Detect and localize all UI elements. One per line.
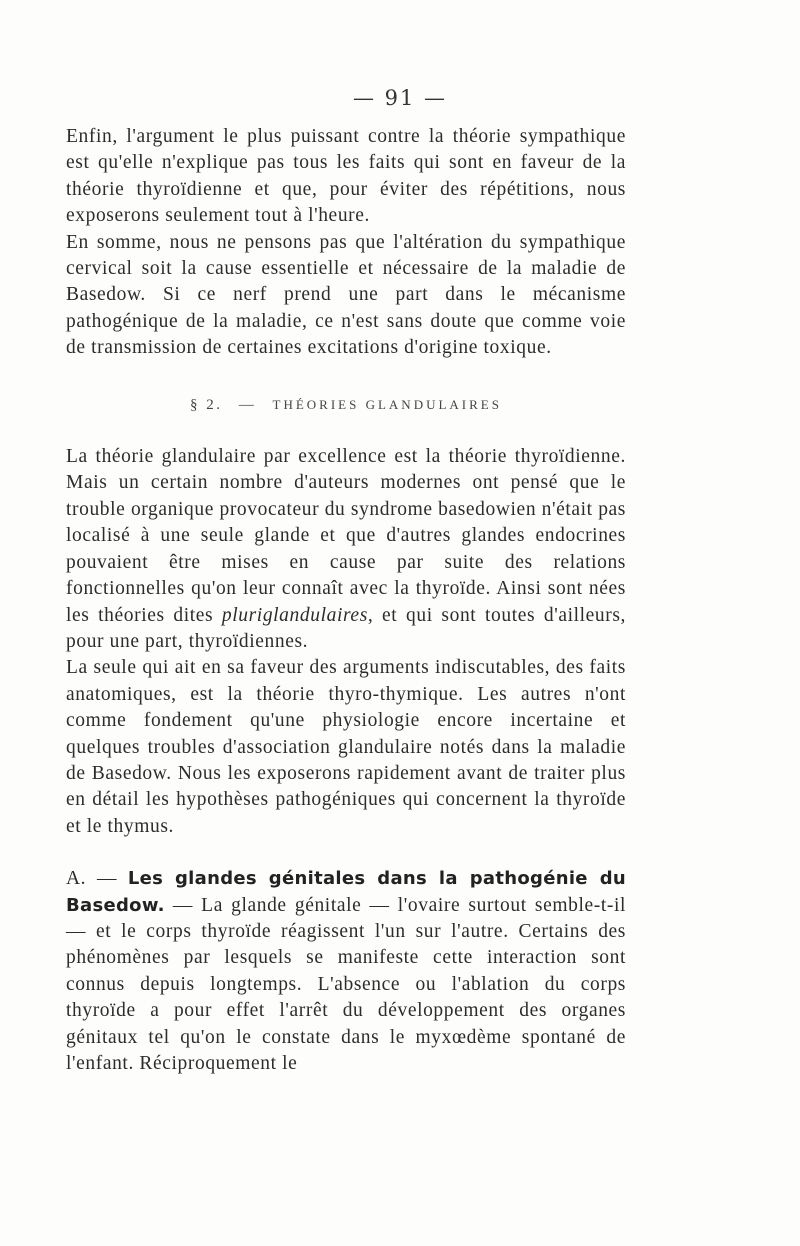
paragraph-theorie-glandulaire-end: , et qui sont toutes d'ailleurs, pour une part, thyroïdiennes. — [66, 604, 627, 652]
page-body — [66, 124, 626, 1077]
subsection-label: A. — — [66, 868, 128, 890]
subsection-glandes-genitales — [66, 866, 626, 1077]
section-number: § 2. — [190, 396, 223, 413]
section-heading — [66, 392, 626, 418]
paragraph-argument: Enfin, l'argument le plus puissant contre la théorie sympathique est qu'elle n'explique pas tous les faits qui sont en faveur de la théorie thyroïdienne et que, pour éviter des répétitions, nous exposerons seulement tout à l'heure. — [66, 126, 626, 227]
paragraph-en-somme: En somme, nous ne pensons pas que l'altération du sympathique cervical soit la cause essentielle et nécessaire de la maladie de Basedow. Si ce nerf prend une part dans le mécanisme pathogénique de la maladie, ce n'est sans doute que comme voie de transmission de certaines excitations d'origine toxique. — [66, 231, 626, 359]
paragraph-theorie-glandulaire — [66, 444, 626, 655]
paragraph-la-seule: La seule qui ait en sa faveur des arguments indiscutables, des faits anatomiques, est la théorie thyro-thymique. Les autres n'ont comme fondement qu'une physiologie encore incertaine et quelques troubles d'association glandulaire notés dans la maladie de Basedow. Nous les exposerons rapidement avant de traiter plus en détail les hypothèses pathogéniques qui concernent la thyroïde et le thymus. — [66, 657, 626, 837]
paragraph-theorie-glandulaire-text: La théorie glandulaire par excellence est la théorie thyroïdienne. Mais un certain nombre d'auteurs modernes ont pensé que le trouble organique provocateur du syndrome basedowien n'était pas localisé à une seule glande et que d'autres glandes endocrines pouvaient être mises en cause par suite des relations fonctionnelles qu'on leur connaît avec la thyroïde. Ainsi sont nées les théories dites — [66, 446, 626, 626]
subsection-title: Les glandes génitales dans la pathogénie du Basedow. — [66, 868, 626, 916]
italic-term: pluriglandulaires — [221, 604, 368, 626]
page-number: — 91 — — [352, 86, 448, 110]
section-dash: — — [238, 396, 257, 413]
section-title: THÉORIES GLANDULAIRES — [272, 396, 502, 412]
subsection-text: — La glande génitale — l'ovaire surtout semble-t-il — et le corps thyroïde réagissent l'un sur l'autre. Certains des phénomènes par lesquels se manifeste cette interaction sont connus depuis longtemps. L'absence ou l'ablation du corps thyroïde a pour effet l'arrêt du développement des organes génitaux tel qu'on le constate dans le myxœdème spontané de l'enfant. Réciproquement le — [66, 894, 626, 1074]
